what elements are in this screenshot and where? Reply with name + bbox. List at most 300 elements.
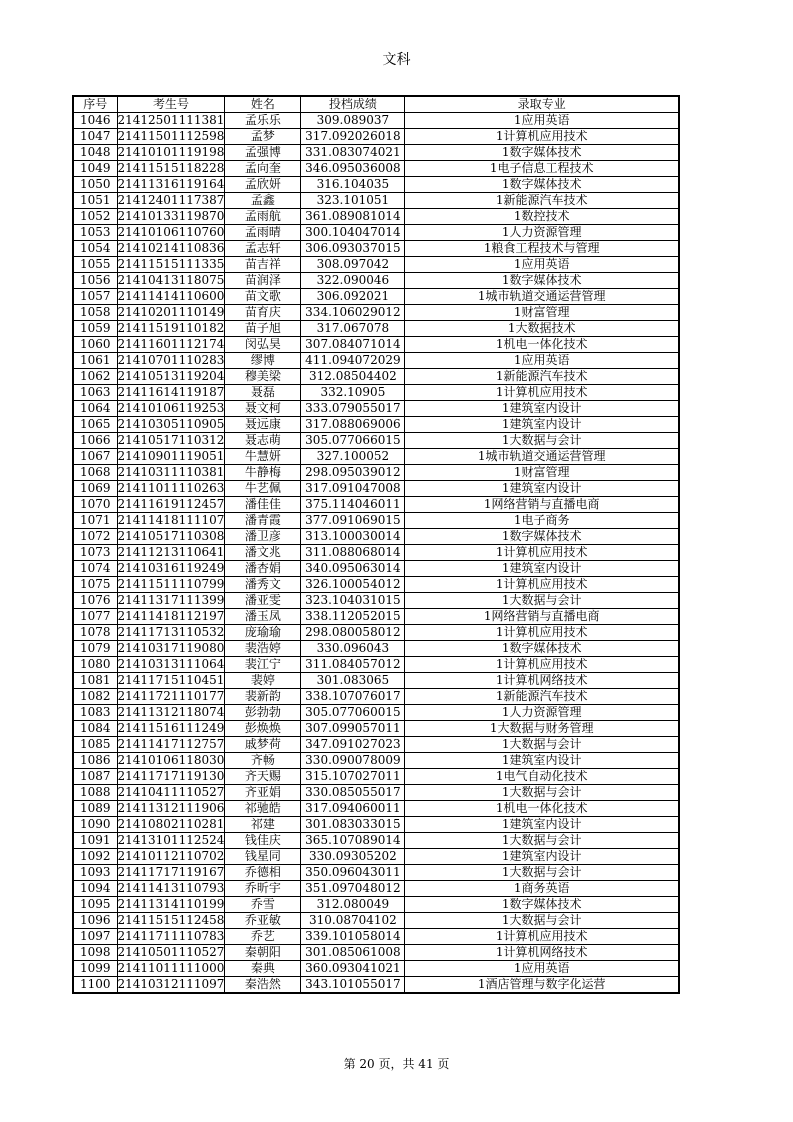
cell-score: 312.08504402 xyxy=(301,369,405,385)
cell-name: 缪博 xyxy=(225,353,301,369)
cell-index: 1054 xyxy=(73,241,117,257)
cell-exam-id: 21410106119253 xyxy=(117,401,225,415)
cell-index: 1073 xyxy=(73,545,117,561)
cell-score: 305.077060015 xyxy=(301,705,405,721)
cell-name: 彭勃勃 xyxy=(225,705,301,721)
cell-major: 1计算机应用技术 xyxy=(405,129,679,145)
cell-exam-id: 21410517110312 xyxy=(117,433,225,447)
table-row xyxy=(73,833,679,849)
cell-exam-id: 21411721110177 xyxy=(117,689,225,703)
cell-name: 乔昕宇 xyxy=(225,881,301,897)
header-score: 投档成绩 xyxy=(301,96,405,113)
table-row xyxy=(73,913,679,929)
cell-index: 1048 xyxy=(73,145,117,161)
cell-index: 1093 xyxy=(73,865,117,881)
cell-major: 1财富管理 xyxy=(405,465,679,481)
table-row xyxy=(73,241,679,257)
cell-name: 裴婷 xyxy=(225,673,301,689)
cell-major: 1城市轨道交通运营管理 xyxy=(405,449,679,465)
cell-score: 308.097042 xyxy=(301,257,405,273)
cell-score: 375.114046011 xyxy=(301,497,405,513)
cell-major: 1大数据与会计 xyxy=(405,433,679,449)
cell-index: 1078 xyxy=(73,625,117,641)
cell-major: 1应用英语 xyxy=(405,113,679,129)
cell-score: 305.077066015 xyxy=(301,433,405,449)
header-name: 姓名 xyxy=(225,96,301,113)
table-row xyxy=(73,225,679,241)
cell-name: 潘文兆 xyxy=(225,545,301,561)
cell-index: 1066 xyxy=(73,433,117,449)
cell-major: 1电气自动化技术 xyxy=(405,769,679,785)
cell-score: 331.083074021 xyxy=(301,145,405,161)
cell-name: 孟雨晴 xyxy=(225,225,301,241)
cell-major: 1计算机应用技术 xyxy=(405,545,679,561)
cell-exam-id: 21412501111381 xyxy=(117,113,225,127)
cell-exam-id: 21410101119198 xyxy=(117,145,225,159)
cell-major: 1大数据与会计 xyxy=(405,737,679,753)
table-row xyxy=(73,529,679,545)
table-row xyxy=(73,929,679,945)
cell-name: 祁建 xyxy=(225,817,301,833)
cell-exam-id: 21411515118228 xyxy=(117,161,225,175)
cell-score: 323.104031015 xyxy=(301,593,405,609)
cell-major: 1数字媒体技术 xyxy=(405,177,679,193)
cell-exam-id: 21411312111906 xyxy=(117,801,225,815)
cell-exam-id: 21410214110836 xyxy=(117,241,225,255)
cell-score: 326.100054012 xyxy=(301,577,405,593)
cell-index: 1060 xyxy=(73,337,117,353)
cell-index: 1056 xyxy=(73,273,117,289)
cell-major: 1计算机应用技术 xyxy=(405,385,679,401)
cell-exam-id: 21411501112598 xyxy=(117,129,225,143)
cell-name: 裴江宁 xyxy=(225,657,301,673)
cell-score: 334.106029012 xyxy=(301,305,405,321)
cell-score: 330.09305202 xyxy=(301,849,405,865)
cell-name: 孟梦 xyxy=(225,129,301,145)
table-row xyxy=(73,449,679,465)
table-row xyxy=(73,689,679,705)
cell-exam-id: 21411519110182 xyxy=(117,321,225,335)
cell-score: 306.093037015 xyxy=(301,241,405,257)
cell-index: 1081 xyxy=(73,673,117,689)
cell-score: 332.10905 xyxy=(301,385,405,401)
cell-major: 1建筑室内设计 xyxy=(405,481,679,497)
cell-major: 1机电一体化技术 xyxy=(405,801,679,817)
cell-score: 310.08704102 xyxy=(301,913,405,929)
cell-name: 聂磊 xyxy=(225,385,301,401)
cell-name: 牛静梅 xyxy=(225,465,301,481)
cell-score: 360.093041021 xyxy=(301,961,405,977)
cell-index: 1051 xyxy=(73,193,117,209)
cell-name: 潘卫彦 xyxy=(225,529,301,545)
cell-exam-id: 21412401117387 xyxy=(117,193,225,207)
cell-name: 钱佳庆 xyxy=(225,833,301,849)
cell-index: 1091 xyxy=(73,833,117,849)
cell-score: 411.094072029 xyxy=(301,353,405,369)
cell-exam-id: 21410312111097 xyxy=(117,977,225,991)
page-title: 文科 xyxy=(382,52,411,68)
cell-exam-id: 21410313111064 xyxy=(117,657,225,671)
cell-major: 1大数据与财务管理 xyxy=(405,721,679,737)
cell-index: 1098 xyxy=(73,945,117,961)
cell-name: 苗吉祥 xyxy=(225,257,301,273)
cell-major: 1数字媒体技术 xyxy=(405,897,679,913)
cell-score: 340.095063014 xyxy=(301,561,405,577)
cell-name: 裴新韵 xyxy=(225,689,301,705)
cell-exam-id: 21411711110783 xyxy=(117,929,225,943)
cell-index: 1082 xyxy=(73,689,117,705)
table-row xyxy=(73,305,679,321)
table-row xyxy=(73,625,679,641)
cell-index: 1079 xyxy=(73,641,117,657)
table-row xyxy=(73,257,679,273)
cell-index: 1059 xyxy=(73,321,117,337)
table-row xyxy=(73,385,679,401)
cell-index: 1084 xyxy=(73,721,117,737)
cell-index: 1092 xyxy=(73,849,117,865)
cell-exam-id: 21411314110199 xyxy=(117,897,225,911)
cell-name: 苗育庆 xyxy=(225,305,301,321)
cell-major: 1计算机应用技术 xyxy=(405,577,679,593)
table-row xyxy=(73,961,679,977)
cell-name: 乔雪 xyxy=(225,897,301,913)
cell-exam-id: 21411619112457 xyxy=(117,497,225,511)
cell-index: 1064 xyxy=(73,401,117,417)
cell-exam-id: 21411418111107 xyxy=(117,513,225,527)
cell-name: 聂远康 xyxy=(225,417,301,433)
cell-index: 1089 xyxy=(73,801,117,817)
cell-major: 1计算机应用技术 xyxy=(405,657,679,673)
cell-index: 1070 xyxy=(73,497,117,513)
cell-exam-id: 21410106110760 xyxy=(117,225,225,239)
table-row xyxy=(73,129,679,145)
cell-name: 潘亚雯 xyxy=(225,593,301,609)
cell-major: 1机电一体化技术 xyxy=(405,337,679,353)
cell-name: 孟志轩 xyxy=(225,241,301,257)
table-row xyxy=(73,337,679,353)
table-row xyxy=(73,593,679,609)
cell-score: 301.083033015 xyxy=(301,817,405,833)
table-row xyxy=(73,401,679,417)
table-row xyxy=(73,737,679,753)
cell-exam-id: 21411312118074 xyxy=(117,705,225,719)
table-row xyxy=(73,721,679,737)
cell-major: 1大数据技术 xyxy=(405,321,679,337)
cell-index: 1065 xyxy=(73,417,117,433)
cell-exam-id: 21410513119204 xyxy=(117,369,225,383)
table-row xyxy=(73,353,679,369)
cell-index: 1077 xyxy=(73,609,117,625)
cell-major: 1新能源汽车技术 xyxy=(405,689,679,705)
table-row xyxy=(73,193,679,209)
table-row xyxy=(73,497,679,513)
cell-index: 1058 xyxy=(73,305,117,321)
cell-name: 聂文柯 xyxy=(225,401,301,417)
cell-score: 338.112052015 xyxy=(301,609,405,625)
cell-index: 1068 xyxy=(73,465,117,481)
table-row xyxy=(73,785,679,801)
cell-name: 齐畅 xyxy=(225,753,301,769)
cell-name: 聂志萌 xyxy=(225,433,301,449)
cell-name: 秦朝阳 xyxy=(225,945,301,961)
cell-index: 1069 xyxy=(73,481,117,497)
cell-exam-id: 21410802110281 xyxy=(117,817,225,831)
header-index: 序号 xyxy=(73,96,117,113)
cell-score: 361.089081014 xyxy=(301,209,405,225)
cell-major: 1大数据与会计 xyxy=(405,593,679,609)
cell-score: 315.107027011 xyxy=(301,769,405,785)
table-row xyxy=(73,769,679,785)
cell-major: 1电子信息工程技术 xyxy=(405,161,679,177)
cell-major: 1大数据与会计 xyxy=(405,913,679,929)
table-row xyxy=(73,209,679,225)
cell-exam-id: 21410411110527 xyxy=(117,785,225,799)
cell-name: 牛艺佩 xyxy=(225,481,301,497)
cell-name: 戚梦荷 xyxy=(225,737,301,753)
cell-score: 312.080049 xyxy=(301,897,405,913)
cell-name: 潘杏娟 xyxy=(225,561,301,577)
table-row xyxy=(73,945,679,961)
cell-name: 苗子旭 xyxy=(225,321,301,337)
cell-score: 307.084071014 xyxy=(301,337,405,353)
cell-index: 1072 xyxy=(73,529,117,545)
table-row xyxy=(73,561,679,577)
cell-exam-id: 21411515112458 xyxy=(117,913,225,927)
cell-score: 330.085055017 xyxy=(301,785,405,801)
table-row xyxy=(73,977,679,994)
table-row xyxy=(73,577,679,593)
cell-score: 311.084057012 xyxy=(301,657,405,673)
cell-index: 1087 xyxy=(73,769,117,785)
table-row xyxy=(73,705,679,721)
cell-name: 苗润泽 xyxy=(225,273,301,289)
cell-exam-id: 21411413110793 xyxy=(117,881,225,895)
cell-major: 1网络营销与直播电商 xyxy=(405,497,679,513)
cell-major: 1计算机网络技术 xyxy=(405,673,679,689)
cell-name: 裴浩婷 xyxy=(225,641,301,657)
cell-index: 1100 xyxy=(73,977,117,994)
cell-score: 316.104035 xyxy=(301,177,405,193)
cell-major: 1数控技术 xyxy=(405,209,679,225)
cell-name: 潘佳佳 xyxy=(225,497,301,513)
table-row xyxy=(73,481,679,497)
table-row xyxy=(73,609,679,625)
cell-major: 1建筑室内设计 xyxy=(405,753,679,769)
cell-major: 1大数据与会计 xyxy=(405,865,679,881)
cell-major: 1粮食工程技术与管理 xyxy=(405,241,679,257)
cell-score: 333.079055017 xyxy=(301,401,405,417)
table-row xyxy=(73,881,679,897)
cell-exam-id: 21411317111399 xyxy=(117,593,225,607)
cell-index: 1061 xyxy=(73,353,117,369)
cell-index: 1099 xyxy=(73,961,117,977)
table-row xyxy=(73,177,679,193)
cell-major: 1建筑室内设计 xyxy=(405,561,679,577)
cell-index: 1063 xyxy=(73,385,117,401)
table-row xyxy=(73,513,679,529)
cell-exam-id: 21411516111249 xyxy=(117,721,225,735)
cell-score: 311.088068014 xyxy=(301,545,405,561)
cell-major: 1建筑室内设计 xyxy=(405,401,679,417)
header-major: 录取专业 xyxy=(405,96,679,113)
cell-score: 317.067078 xyxy=(301,321,405,337)
cell-name: 苗文歌 xyxy=(225,289,301,305)
cell-index: 1057 xyxy=(73,289,117,305)
cell-name: 穆美梁 xyxy=(225,369,301,385)
cell-major: 1数字媒体技术 xyxy=(405,641,679,657)
cell-score: 330.090078009 xyxy=(301,753,405,769)
cell-exam-id: 21411515111335 xyxy=(117,257,225,271)
cell-major: 1建筑室内设计 xyxy=(405,417,679,433)
cell-index: 1053 xyxy=(73,225,117,241)
cell-name: 闵弘昊 xyxy=(225,337,301,353)
cell-exam-id: 21411011110263 xyxy=(117,481,225,495)
table-row xyxy=(73,545,679,561)
cell-exam-id: 21411511110799 xyxy=(117,577,225,591)
cell-index: 1085 xyxy=(73,737,117,753)
cell-name: 乔德相 xyxy=(225,865,301,881)
cell-score: 377.091069015 xyxy=(301,513,405,529)
cell-name: 齐亚娟 xyxy=(225,785,301,801)
cell-major: 1应用英语 xyxy=(405,257,679,273)
cell-index: 1074 xyxy=(73,561,117,577)
cell-name: 孟雨航 xyxy=(225,209,301,225)
cell-index: 1047 xyxy=(73,129,117,145)
cell-score: 300.104047014 xyxy=(301,225,405,241)
cell-major: 1大数据与会计 xyxy=(405,785,679,801)
cell-index: 1090 xyxy=(73,817,117,833)
cell-name: 牛慧妍 xyxy=(225,449,301,465)
cell-index: 1080 xyxy=(73,657,117,673)
table-row xyxy=(73,657,679,673)
table-row xyxy=(73,817,679,833)
cell-index: 1071 xyxy=(73,513,117,529)
table-row xyxy=(73,289,679,305)
cell-index: 1046 xyxy=(73,113,117,129)
table-row xyxy=(73,369,679,385)
cell-major: 1酒店管理与数字化运营 xyxy=(405,977,679,994)
cell-score: 327.100052 xyxy=(301,449,405,465)
cell-name: 乔亚敏 xyxy=(225,913,301,929)
cell-major: 1大数据与会计 xyxy=(405,833,679,849)
table-row xyxy=(73,865,679,881)
table-row xyxy=(73,801,679,817)
table-row xyxy=(73,273,679,289)
cell-major: 1数字媒体技术 xyxy=(405,273,679,289)
cell-major: 1新能源汽车技术 xyxy=(405,369,679,385)
cell-name: 潘秀文 xyxy=(225,577,301,593)
cell-score: 307.099057011 xyxy=(301,721,405,737)
cell-score: 365.107089014 xyxy=(301,833,405,849)
cell-major: 1网络营销与直播电商 xyxy=(405,609,679,625)
cell-major: 1电子商务 xyxy=(405,513,679,529)
cell-exam-id: 21411418112197 xyxy=(117,609,225,623)
cell-major: 1计算机网络技术 xyxy=(405,945,679,961)
cell-name: 孟强博 xyxy=(225,145,301,161)
cell-name: 潘青霞 xyxy=(225,513,301,529)
cell-exam-id: 21411715110451 xyxy=(117,673,225,687)
cell-index: 1094 xyxy=(73,881,117,897)
table-row xyxy=(73,753,679,769)
cell-exam-id: 21410517110308 xyxy=(117,529,225,543)
cell-score: 298.095039012 xyxy=(301,465,405,481)
cell-exam-id: 21411213110641 xyxy=(117,545,225,559)
cell-index: 1096 xyxy=(73,913,117,929)
cell-name: 钱星同 xyxy=(225,849,301,865)
cell-name: 彭焕焕 xyxy=(225,721,301,737)
cell-exam-id: 21410317119080 xyxy=(117,641,225,655)
cell-exam-id: 21410501110527 xyxy=(117,945,225,959)
cell-major: 1数字媒体技术 xyxy=(405,145,679,161)
cell-major: 1人力资源管理 xyxy=(405,705,679,721)
cell-index: 1062 xyxy=(73,369,117,385)
cell-score: 343.101055017 xyxy=(301,977,405,994)
cell-exam-id: 21411717119130 xyxy=(117,769,225,783)
cell-index: 1088 xyxy=(73,785,117,801)
cell-exam-id: 21411614119187 xyxy=(117,385,225,399)
cell-exam-id: 21411011111000 xyxy=(117,961,225,975)
cell-exam-id: 21410305110905 xyxy=(117,417,225,431)
cell-score: 330.096043 xyxy=(301,641,405,657)
table-row xyxy=(73,113,679,129)
admission-table xyxy=(72,95,680,994)
cell-score: 322.090046 xyxy=(301,273,405,289)
cell-major: 1应用英语 xyxy=(405,961,679,977)
cell-score: 338.107076017 xyxy=(301,689,405,705)
cell-exam-id: 21410106118030 xyxy=(117,753,225,767)
cell-index: 1076 xyxy=(73,593,117,609)
cell-score: 351.097048012 xyxy=(301,881,405,897)
cell-index: 1086 xyxy=(73,753,117,769)
table-row xyxy=(73,417,679,433)
cell-index: 1095 xyxy=(73,897,117,913)
table-row xyxy=(73,641,679,657)
cell-score: 317.094060011 xyxy=(301,801,405,817)
table-row xyxy=(73,897,679,913)
cell-exam-id: 21413101112524 xyxy=(117,833,225,847)
cell-major: 1人力资源管理 xyxy=(405,225,679,241)
cell-exam-id: 21411601112174 xyxy=(117,337,225,351)
cell-major: 1建筑室内设计 xyxy=(405,817,679,833)
table-row xyxy=(73,849,679,865)
cell-name: 孟欣妍 xyxy=(225,177,301,193)
cell-score: 301.085061008 xyxy=(301,945,405,961)
cell-exam-id: 21410316119249 xyxy=(117,561,225,575)
cell-score: 346.095036008 xyxy=(301,161,405,177)
cell-exam-id: 21410413118075 xyxy=(117,273,225,287)
cell-name: 孟鑫 xyxy=(225,193,301,209)
cell-score: 309.089037 xyxy=(301,113,405,129)
cell-name: 乔艺 xyxy=(225,929,301,945)
cell-exam-id: 21410901119051 xyxy=(117,449,225,463)
table-row xyxy=(73,321,679,337)
cell-exam-id: 21410133119870 xyxy=(117,209,225,223)
cell-score: 306.092021 xyxy=(301,289,405,305)
cell-name: 秦典 xyxy=(225,961,301,977)
cell-exam-id: 21410201110149 xyxy=(117,305,225,319)
cell-major: 1计算机应用技术 xyxy=(405,625,679,641)
cell-exam-id: 21410701110283 xyxy=(117,353,225,367)
cell-index: 1052 xyxy=(73,209,117,225)
cell-major: 1应用英语 xyxy=(405,353,679,369)
table-row xyxy=(73,465,679,481)
table-row xyxy=(73,673,679,689)
cell-exam-id: 21410311110381 xyxy=(117,465,225,479)
cell-score: 317.088069006 xyxy=(301,417,405,433)
cell-exam-id: 21411713110532 xyxy=(117,625,225,639)
cell-score: 301.083065 xyxy=(301,673,405,689)
table-header-row xyxy=(73,96,679,113)
